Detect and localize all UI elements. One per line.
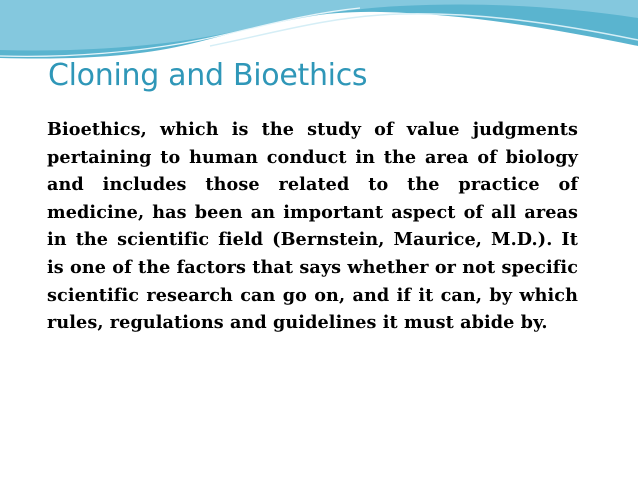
slide-body-paragraph: Bioethics, which is the study of value judgments pertaining to human conduct in the area of biology and includes those related to the practice of medicine, has been an important aspect of all areas in the scientific field (Bernstein, Maurice, M.D.). It is one of the factors that says whether or not specific scientific research can go on, and if it can, by which rules, regulations and guidelines it must abide by. — [47, 119, 579, 334]
header-wave-decoration — [0, 0, 638, 60]
slide-title: Cloning and Bioethics — [48, 58, 368, 93]
